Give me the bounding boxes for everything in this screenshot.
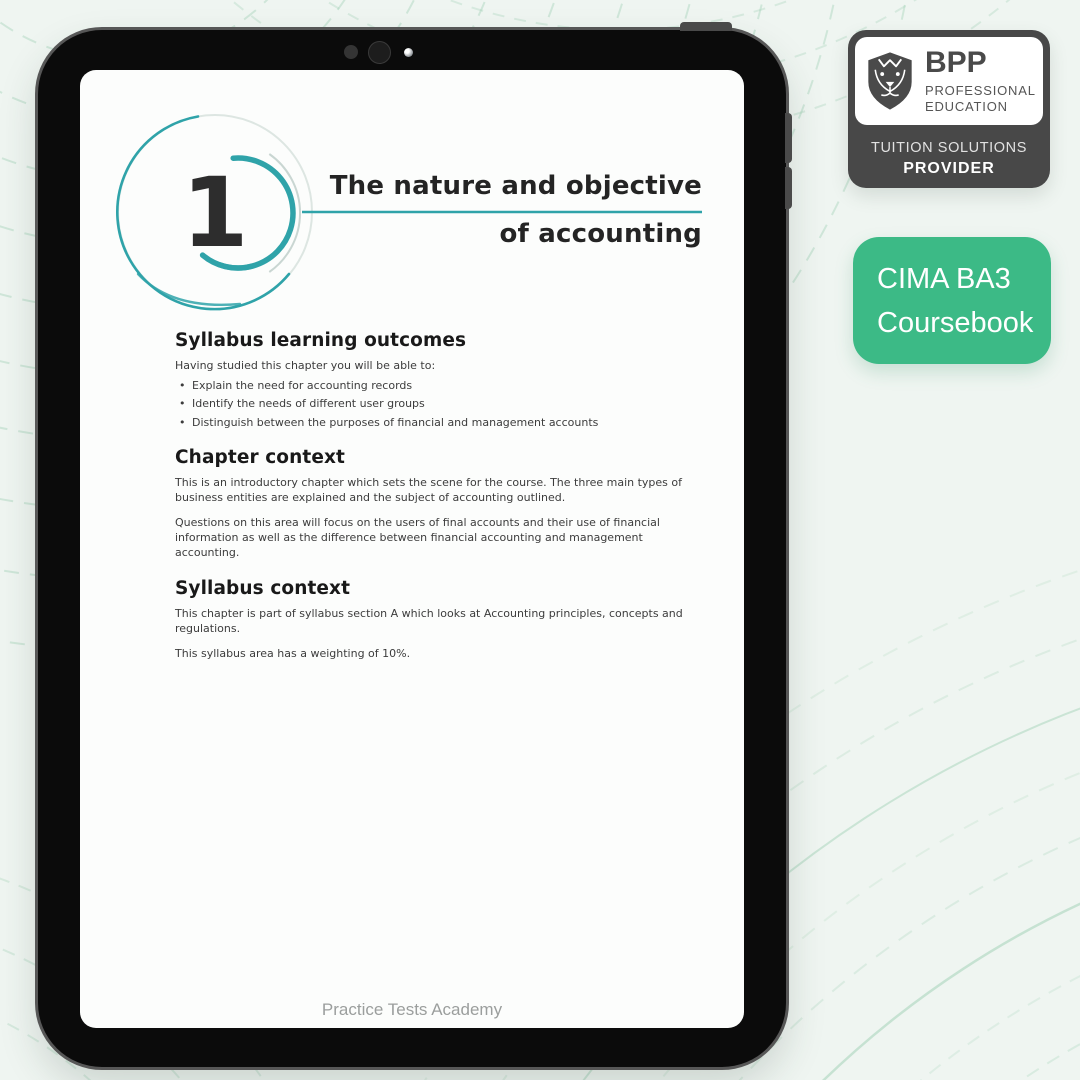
bpp-brand-text: BPP: [925, 45, 987, 79]
front-camera-icon: [344, 45, 358, 59]
tablet-volume-down-button: [785, 167, 792, 209]
section-intro: Having studied this chapter you will be able to:: [175, 359, 436, 372]
list-item: • Explain the need for accounting records: [175, 378, 710, 393]
bpp-subtitle-line1: PROFESSIONAL: [925, 82, 1036, 98]
paragraph: Questions on this area will focus on the users of final accounts and their use of financial information as well as the difference between financial accounting and management accounting.: [175, 516, 660, 560]
document-body: [175, 330, 710, 678]
bpp-provider-badge: [848, 30, 1050, 188]
tablet-mockup: [38, 30, 786, 1067]
bpp-subtitle-line2: EDUCATION: [925, 98, 1008, 114]
learning-outcomes-list: [175, 378, 710, 430]
course-badge-line2: Coursebook: [877, 306, 1034, 339]
list-item: • Identify the needs of different user groups: [175, 396, 710, 411]
section-syllabus-context: [175, 578, 710, 662]
section-heading: Syllabus context: [175, 577, 351, 599]
chapter-title-line1: The nature and objective: [329, 171, 702, 201]
bpp-banner-line1: TUITION SOLUTIONS: [870, 140, 1027, 156]
bpp-banner-line2: PROVIDER: [903, 160, 995, 177]
paragraph: This syllabus area has a weighting of 10%.: [175, 646, 411, 660]
section-chapter-context: [175, 447, 710, 561]
bpp-banner: [848, 130, 1050, 188]
list-item: • Distinguish between the purposes of financial and management accounts: [175, 415, 710, 430]
tablet-power-button: [680, 22, 732, 31]
course-badge-line1: CIMA BA3: [877, 263, 1011, 295]
section-heading: Chapter context: [175, 446, 345, 468]
camera-flash-icon: [404, 48, 413, 57]
front-camera-icon: [368, 41, 391, 64]
chapter-title-line2: of accounting: [499, 219, 702, 249]
tablet-volume-up-button: [785, 113, 792, 163]
course-badge: [853, 237, 1051, 364]
section-heading: Syllabus learning outcomes: [175, 330, 467, 351]
section-syllabus-learning-outcomes: [175, 330, 710, 430]
paragraph: This chapter is part of syllabus section A which looks at Accounting principles, concepts and regulations.: [175, 606, 683, 635]
paragraph: This is an introductory chapter which sets the scene for the course. The three main types of business entities are explained and the subject of accounting outlined.: [175, 475, 683, 504]
lion-shield-icon: [864, 50, 916, 112]
bpp-logo-panel: [855, 37, 1043, 125]
watermark-text: Practice Tests Academy: [321, 1000, 503, 1019]
chapter-title: [330, 170, 702, 251]
chapter-number: 1: [181, 157, 249, 269]
tablet-screen: [80, 70, 744, 1028]
bpp-wordmark: [925, 45, 1036, 114]
